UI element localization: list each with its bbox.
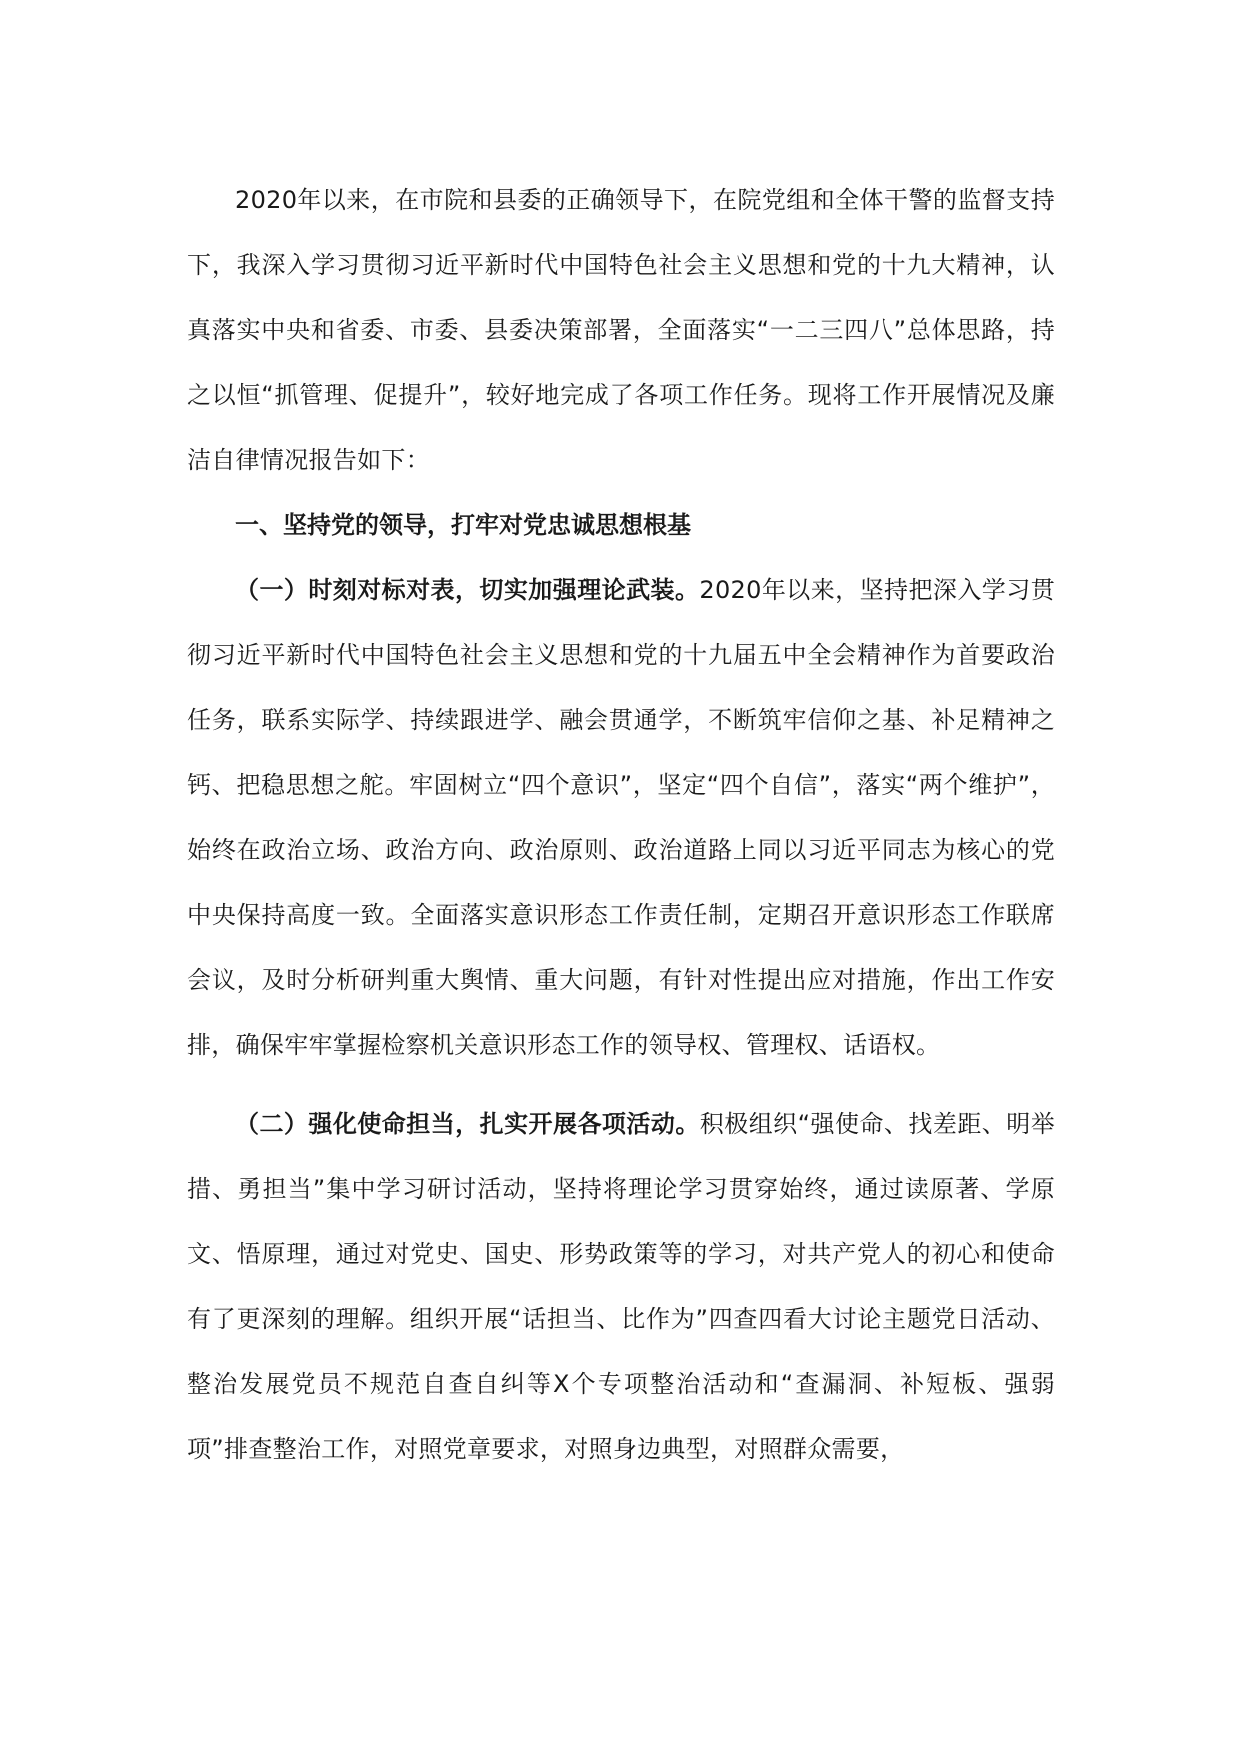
intro-paragraph: 2020年以来，在市院和县委的正确领导下，在院党组和全体干警的监督支持下，我深入学习贯彻习近平新时代中国特色社会主义思想和党的十九大精神，认真落实中央和省委、市委、县委决策部署，全面落实“一二三四八”总体思路，持之以恒“抓管理、促提升”，较好地完成了各项工作任务。现将工作开展情况及廉洁自律情况报告如下： xyxy=(187,186,1055,474)
section-1-item-1-text: 2020年以来，坚持把深入学习贯彻习近平新时代中国特色社会主义思想和党的十九届五中全会精神作为首要政治任务，联系实际学、持续跟进学、融会贯通学，不断筑牢信仰之基、补足精神之钙、把稳思想之舵。牢固树立“四个意识”，坚定“四个自信”，落实“两个维护”，始终在政治立场、政治方向、政治原则、政治道路上同以习近平同志为核心的党中央保持高度一致。全面落实意识形态工作责任制，定期召开意识形态工作联席会议，及时分析研判重大舆情、重大问题，有针对性提出应对措施，作出工作安排，确保牢牢掌握检察机关意识形态工作的领导权、管理权、话语权。 xyxy=(187,576,1055,1059)
paragraph-spacer xyxy=(187,1078,1055,1092)
section-1-item-2-lead: （二）强化使命担当，扎实开展各项活动。 xyxy=(235,1110,700,1138)
section-1-item-1-paragraph xyxy=(187,558,1055,1078)
section-1-heading: 一、坚持党的领导，打牢对党忠诚思想根基 xyxy=(235,511,691,539)
document-body xyxy=(187,168,1055,1482)
section-1-item-1-lead: （一）时刻对标对表，切实加强理论武装。 xyxy=(235,576,700,604)
section-1-item-2-text: 积极组织“强使命、找差距、明举措、勇担当”集中学习研讨活动，坚持将理论学习贯穿始终，通过读原著、学原文、悟原理，通过对党史、国史、形势政策等的学习，对共产党人的初心和使命有了更深刻的理解。组织开展“话担当、比作为”四查四看大讨论主题党日活动、整治发展党员不规范自查自纠等X个专项整治活动和“查漏洞、补短板、强弱项”排查整治工作，对照党章要求，对照身边典型，对照群众需要， xyxy=(187,1110,1056,1463)
section-1-item-2-paragraph xyxy=(187,1092,1055,1482)
